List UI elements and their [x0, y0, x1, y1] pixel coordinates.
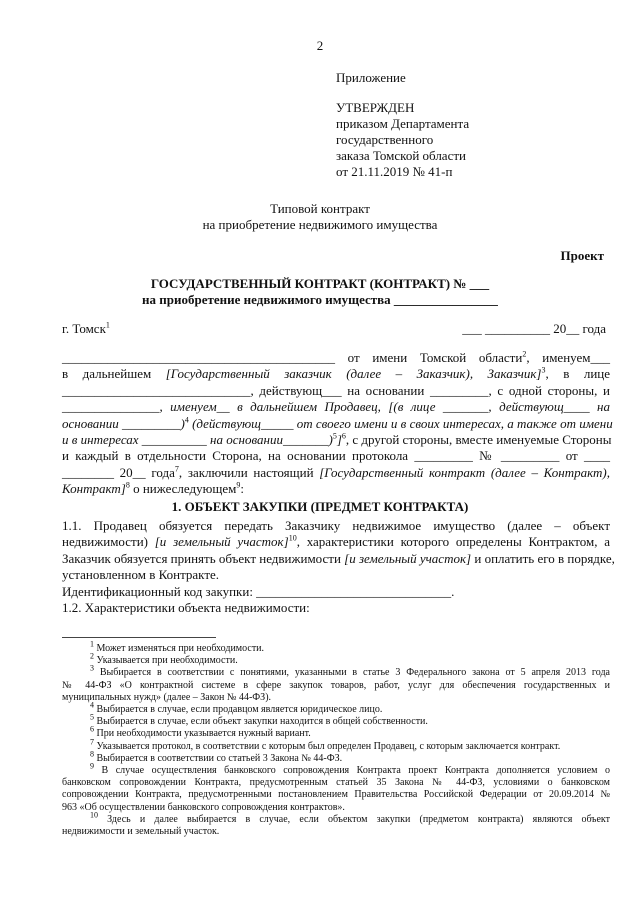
section-1-title: 1. ОБЪЕКТ ЗАКУПКИ (ПРЕДМЕТ КОНТРАКТА) [171, 499, 469, 514]
footnote-line: $^8$ Выбирается в соответствии со статьей 3 Закона № 44-ФЗ. [90, 749, 343, 764]
preamble-line: Контракт]$^8$ о нижеследующем$^9$: [62, 480, 244, 497]
section-1-line: Идентификационный код закупки: ______________________________. [62, 583, 455, 599]
approval-order-line: заказа Томской области [336, 148, 466, 163]
preamble-line: _____________________________, действующ___ на основании _________, с одной стороны, и [62, 382, 610, 398]
typical-contract-subtitle: на приобретение недвижимого имущества [202, 217, 438, 232]
approval-order-line: государственного [336, 132, 434, 147]
section-1-line: 1.1. Продавец обязуется передать Заказчику недвижимое имущество (далее – объект [62, 518, 610, 533]
footnote-line: $^5$ Выбирается в случае, если объект закупки находится в общей собственности. [90, 712, 428, 728]
footnote-line: муниципальных нужд» (далее – Закон № 44-ФЗ). [62, 691, 272, 703]
footnote-line: $^3$ Выбирается в соответствии с понятиями, указанными в статье 3 Федерального закона от 5 апреля 2013 года [90, 664, 610, 679]
footnote-line: $^7$ Указывается протокол, в соответствии с которым был определен Продавец, с которым заключается контракт. [90, 737, 561, 752]
approval-order-line: приказом Департамента [336, 116, 470, 131]
footnote-line: $^9$ В случае осуществления банковского сопровождения Контракта проект Контракта дополняется условием о [90, 761, 610, 777]
footnote-separator [62, 637, 216, 638]
footnote-line: банковском сопровождении Контракта, предусмотренным статьей 35 Закона № 44-ФЗ, условиями о банковском [62, 777, 610, 789]
contract-date: ___ __________ 20__ года [462, 321, 606, 336]
preamble-line: и в интересах __________ на основании_______)$^5$]$^6$, с другой стороны, вместе именуемые Стороны [62, 431, 612, 448]
contract-subtitle: на приобретение недвижимого имущества ________________ [142, 292, 498, 307]
contract-title: ГОСУДАРСТВЕННЫЙ КОНТРАКТ (КОНТРАКТ) № ___ [150, 276, 490, 291]
footnote-line: недвижимости и земельный участок. [62, 826, 220, 838]
footnote-line: $^6$ При необходимости указывается нужный вариант. [90, 725, 311, 740]
appendix-label: Приложение [336, 70, 406, 85]
footnote-line: $^1$ Может изменяться при необходимости. [90, 639, 265, 654]
footnotes [62, 639, 610, 838]
preamble-line: и каждый в отдельности Сторона, на основании протокола _________ № _________ от ____ [62, 448, 610, 464]
approval-order-line: от 21.11.2019 № 41-п [336, 164, 453, 179]
approved-label: УТВЕРЖДЕН [336, 100, 415, 115]
footnote-line: $^2$ Указывается при необходимости. [90, 651, 238, 667]
footnote-line: $^{10}$ Здесь и далее выбирается в случае, если объектом закупки (предметом контракта) являются объект [90, 810, 610, 825]
section-1-line: Заказчик обязуется принять объект недвижимости [и земельный участок] и оплатить его в порядке, [62, 550, 615, 566]
preamble-line: _______________, именуем__ в дальнейшем Продавец, [(в лице _______, действующ____ на [62, 399, 610, 415]
footnote-line: № 44-ФЗ «О контрактной системе в сфере закупок товаров, работ, услуг для обеспечения государственных и [62, 679, 610, 691]
typical-contract-title: Типовой контракт [270, 201, 370, 216]
section-1-text [62, 518, 615, 616]
section-1-line: 1.2. Характеристики объекта недвижимости: [62, 600, 310, 616]
footnote-line: $^4$ Выбирается в случае, если продавцом является юридическое лицо. [90, 700, 383, 716]
page-number: 2 [316, 38, 324, 53]
project-label: Проект [560, 248, 604, 263]
footnote-line: 963 «Об осуществлении банковского сопровождения контрактов». [62, 801, 345, 813]
preamble-paragraph [62, 349, 613, 498]
section-1-line: недвижимости) [и земельный участок]$^{10}$, характеристики которого определены Контрактом, а [62, 534, 610, 550]
preamble-line: ________ 20__ года$^7$, заключили настоящий [Государственный контракт (далее – Контракт), [62, 464, 610, 480]
contract-place: г. Томск$^1$ [62, 320, 110, 336]
footnote-line: сопровождении Контракта, предусмотренными постановлением Правительства Российской Федерации от 20.09.2014 № [62, 789, 610, 801]
preamble-line: основании _________)$^4$ (действующ_____ от своего имени и в своих интересах, а также от имени [62, 415, 613, 431]
preamble-line: __________________________________________ от имени Томской области$^2$, именуем___ [62, 349, 610, 365]
section-1-line: установленном в Контракте. [62, 567, 220, 583]
preamble-line: в дальнейшем [Государственный заказчик (далее – Заказчик), Заказчик]$^3$, в лице [62, 366, 610, 382]
